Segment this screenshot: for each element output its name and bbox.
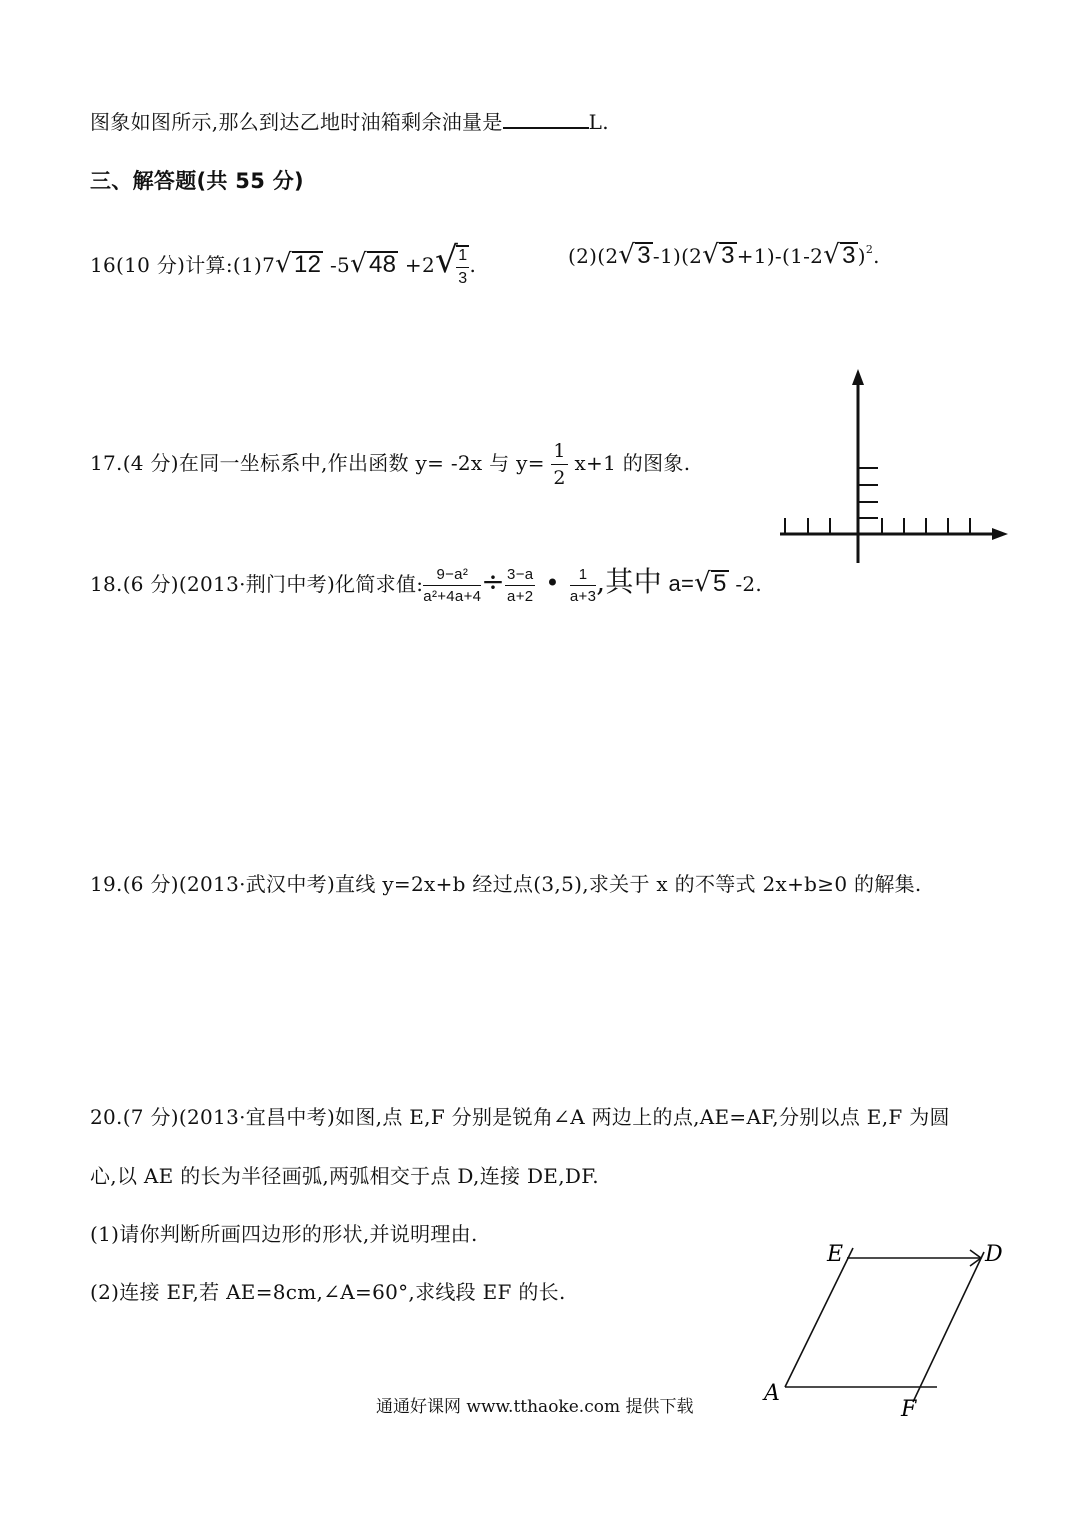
question-20-line1: 20.(7 分)(2013·宜昌中考)如图,点 E,F 分别是锐角∠A 两边上的点,AE=AF,分别以点 E,F 为圆 [90, 1105, 950, 1129]
radicand-3c: 3 [842, 242, 856, 269]
radicand-3a: 3 [637, 242, 651, 269]
q18-prefix: 18.(6 分)(2013·荆门中考)化简求值: [90, 572, 424, 596]
question-text: 图象如图所示,那么到达乙地时油箱剩余油量是 [90, 110, 503, 134]
q16-plus: +2 [398, 253, 435, 277]
edge-AE [785, 1248, 853, 1387]
q17-suffix: x+1 的图象. [567, 451, 691, 475]
y-axis-ticks [858, 468, 878, 518]
q18-where: ,其中 [596, 565, 663, 598]
fraction-one-third: $\frac{1}{3}$ [458, 247, 468, 287]
divide-sign: ÷ [481, 565, 506, 598]
fraction-3: $\frac{1}{a+3}$ [569, 566, 597, 605]
unit-text: L. [588, 110, 609, 134]
exponent-2: 2 [865, 243, 874, 256]
radicand-48: 48 [368, 251, 397, 278]
q16-part2-prefix: (2)(2 [568, 244, 619, 268]
radicand-3b: 3 [721, 242, 735, 269]
multiply-dot: • [545, 569, 560, 597]
question-16: 16(10 分)计算:(1)7√12 -5√48 +2√ $\frac{1}{3}$ . [90, 240, 477, 287]
x-axis-arrow [992, 528, 1008, 540]
label-D: D [985, 1242, 1003, 1267]
section-title: 三、解答题(共 55 分) [90, 169, 304, 193]
answer-blank [503, 109, 589, 129]
fraction-2: $\frac{3-a}{a+2}$ [507, 566, 534, 605]
question-20-sub2: (2)连接 EF,若 AE=8cm,∠A=60°,求线段 EF 的长. [90, 1280, 566, 1304]
question-20-line2: 心,以 AE 的长为半径画弧,两弧相交于点 D,连接 DE,DF. [90, 1164, 599, 1188]
coordinate-axes-figure [770, 365, 1015, 565]
q18-a-equals: a= [662, 571, 695, 596]
y-axis-arrow [852, 369, 864, 385]
question-18: 18.(6 分)(2013·荆门中考)化简求值: $\frac{\text{9−a²}}{\text{a²+4a+4}}$ ÷ $\frac{3-a}{a+2}$ • $\frac{1}{a+3}$ ,其中 a=√5 -2. [90, 565, 763, 605]
edge-FD [913, 1252, 984, 1402]
question-17 [90, 440, 690, 489]
parallelogram-figure [755, 1230, 1015, 1430]
label-E: E [827, 1242, 844, 1267]
q16-part2-close: ) [857, 244, 866, 268]
q16-minus: -5 [323, 253, 351, 277]
q16-part2-period: . [873, 244, 880, 268]
question-19: 19.(6 分)(2013·武汉中考)直线 y=2x+b 经过点(3,5),求关于 x 的不等式 2x+b≥0 的解集. [90, 872, 922, 896]
q16-part2-mid2: +1)-(1-2 [736, 244, 824, 268]
q16-part2-mid1: -1)(2 [652, 244, 703, 268]
page-footer: 通通好课网 www.tthaoke.com 提供下载 [376, 1397, 694, 1417]
label-F: F [901, 1397, 917, 1422]
q16-period: . [469, 253, 477, 277]
radicand-12: 12 [294, 251, 322, 278]
question-20-sub1: (1)请你判断所画四边形的形状,并说明理由. [90, 1222, 478, 1246]
q16-prefix: 16(10 分)计算:(1)7 [90, 253, 276, 277]
fraction-one-half: $\frac{1}{2}$ [553, 440, 566, 489]
question-16-part2: (2)(2√3 -1)(2√3 +1)-(1-2√3 )$^2$. [568, 240, 880, 270]
q18-suffix: -2. [728, 572, 763, 596]
x-axis-ticks [785, 518, 970, 534]
fill-in-line [90, 106, 609, 135]
q17-prefix: 17.(4 分)在同一坐标系中,作出函数 y= -2x 与 y= [90, 451, 552, 475]
label-A: A [764, 1381, 780, 1406]
radicand-5: 5 [713, 570, 727, 597]
fraction-1: $\frac{\text{9−a²}}{\text{a²+4a+4}}$ [423, 566, 482, 605]
